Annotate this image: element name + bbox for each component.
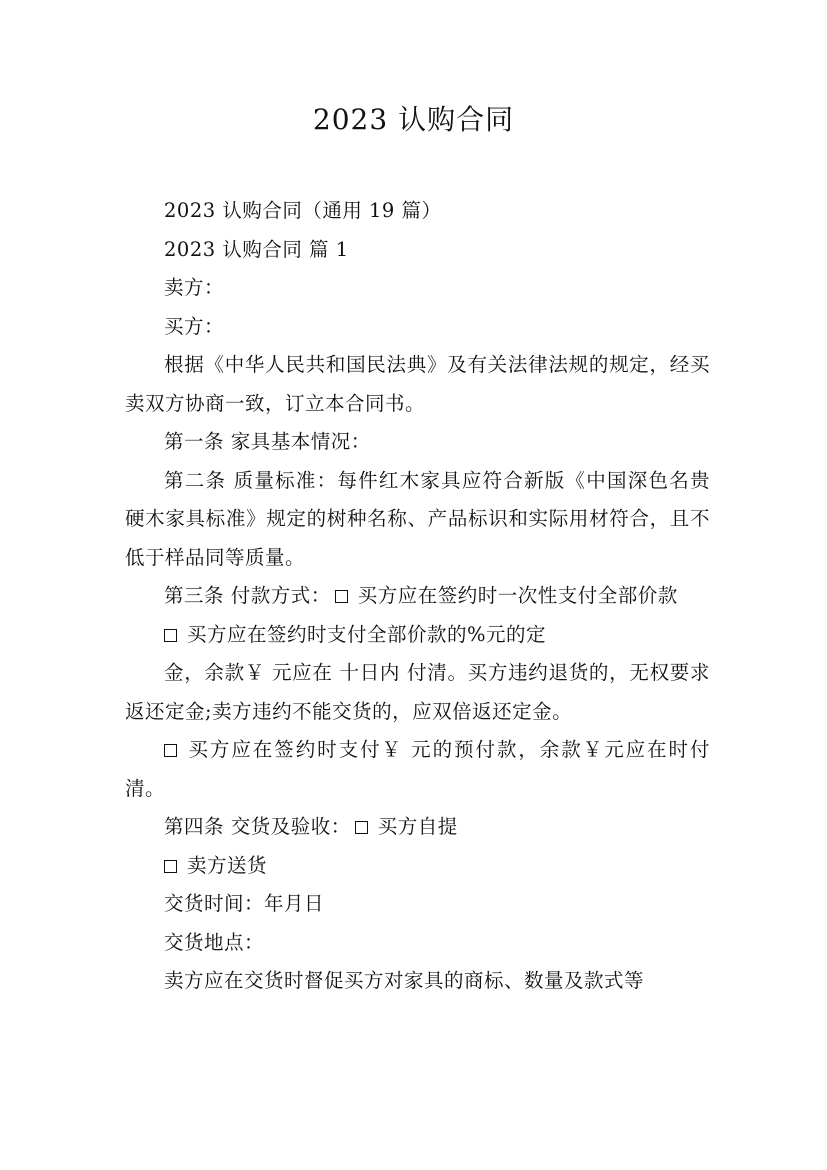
delivery-place-field: 交货地点：	[164, 930, 265, 954]
article-3	[125, 577, 710, 616]
article-1: 第一条 家具基本情况：	[164, 430, 371, 453]
document-title: 2023 认购合同	[312, 103, 515, 136]
article-3-option-deposit	[125, 616, 710, 655]
article-2: 第二条 质量标准：每件红木家具应符合新版《中国深色名贵硬木家具标准》规定的树种名称、产品标识和实际用材符合，且不低于样品同等质量。	[125, 468, 710, 569]
checkbox-seller-delivery[interactable]	[164, 860, 177, 873]
delivery-time-field: 交货时间：年月日	[164, 892, 325, 915]
article-3-option-prepayment	[125, 731, 710, 808]
checkbox-prepayment[interactable]	[164, 744, 177, 757]
article-3-deposit-terms: 金，余款￥ 元应在 十日内 付清。买方违约退货的，无权要求返还定金;卖方违约不能交货的，应双倍返还定金。	[125, 661, 710, 723]
article-4-lead: 第四条 交货及验收：	[164, 815, 351, 838]
article-4-option-delivery	[125, 847, 710, 886]
article-3-lead: 第三条 付款方式：	[164, 584, 331, 607]
checkbox-full-payment[interactable]	[335, 590, 348, 603]
section-heading: 2023 认购合同 篇 1	[164, 237, 349, 261]
inspection-paragraph: 卖方应在交货时督促买方对家具的商标、数量及款式等	[164, 969, 645, 992]
document-body	[125, 192, 710, 1001]
option-prepayment-label: 买方应在签约时支付￥ 元的预付款，余款￥元应在时付清。	[125, 738, 710, 800]
checkbox-deposit[interactable]	[164, 629, 177, 642]
option-self-pickup-label: 买方自提	[377, 815, 458, 838]
checkbox-self-pickup[interactable]	[355, 821, 368, 834]
option-deposit-label: 买方应在签约时支付全部价款的%元的定	[187, 622, 547, 646]
preamble-paragraph: 根据《中华人民共和国民法典》及有关法律法规的规定，经买卖双方协商一致，订立本合同书。	[125, 353, 710, 415]
buyer-field: 买方：	[164, 314, 225, 338]
option-seller-delivery-label: 卖方送货	[187, 853, 268, 877]
subtitle-paragraph: 2023 认购合同（通用 19 篇）	[164, 199, 442, 222]
seller-field: 卖方：	[164, 276, 225, 299]
article-4	[125, 808, 710, 847]
option-full-payment-label: 买方应在签约时一次性支付全部价款	[357, 584, 678, 607]
